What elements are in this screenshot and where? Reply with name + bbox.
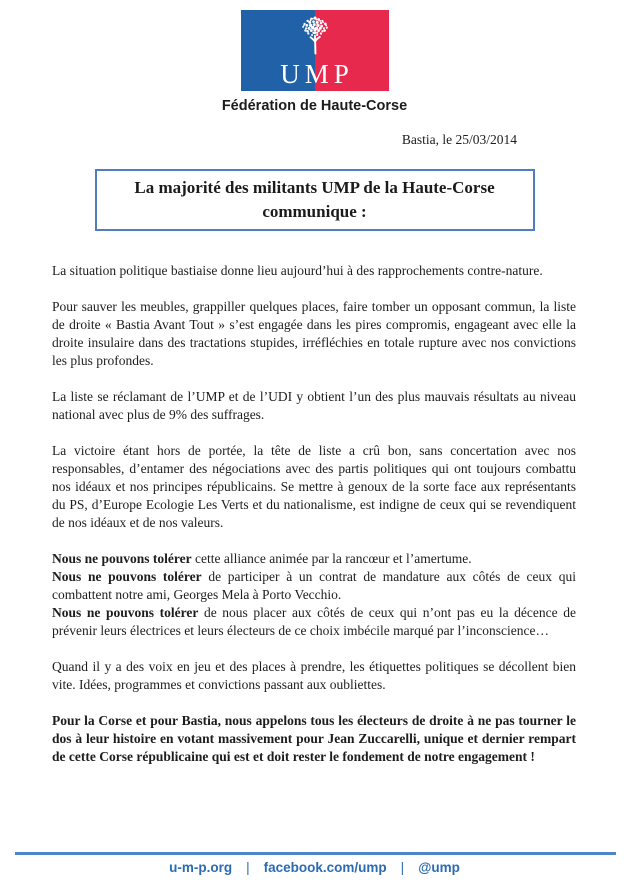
paragraph-etiquettes: Quand il y a des voix en jeu et des places à prendre, les étiquettes politiques se décollent bien vite. Idées, programmes et convictions passant aux oubliettes.: [52, 659, 576, 692]
title-line-2: communique :: [262, 202, 367, 221]
tolerer-lead: Nous ne pouvons tolérer: [52, 605, 199, 620]
tolerer-item: [52, 568, 576, 604]
tolerer-item: [52, 604, 576, 640]
footer-link-website[interactable]: u-m-p.org: [169, 860, 233, 875]
tree-icon: [298, 15, 331, 55]
federation-label: Fédération de Haute-Corse: [221, 98, 408, 114]
footer-separator: |: [400, 860, 405, 875]
ump-logo-text: UMP: [280, 59, 354, 89]
footer-rule: [15, 852, 616, 855]
press-release-body: [52, 262, 576, 766]
footer-separator: |: [246, 860, 250, 875]
title-box: [95, 169, 535, 231]
paragraph-situation: La situation politique bastiaise donne lieu aujourd’hui à des rapprochements contre-nature.: [52, 263, 543, 278]
title-line-1: La majorité des militants UMP de la Haute-Corse: [134, 178, 495, 197]
tolerer-rest: de participer à un contrat de mandature aux côtés de ceux qui combattent notre ami, Georges Mela à Porto Vecchio.: [52, 569, 576, 602]
date-line: Bastia, le 25/03/2014: [401, 132, 517, 147]
paragraph-sauver-les-meubles: Pour sauver les meubles, grappiller quelques places, faire tomber un opposant commun, la liste de droite « Bastia Avant Tout » s’est engagée dans les pires compromis, engageant avec elle la droite insulaire dans des tractations stupides, irréfléchies en totale rupture avec nos convictions les plus profondes.: [52, 299, 576, 368]
tolerer-block: [52, 550, 576, 640]
footer-link-twitter[interactable]: @ump: [418, 860, 460, 875]
tolerer-lead: Nous ne pouvons tolérer: [52, 569, 202, 584]
page-footer: [0, 852, 629, 890]
tolerer-lead: Nous ne pouvons tolérer: [52, 551, 192, 566]
tolerer-rest: de nous placer aux côtés de ceux qui n’ont pas eu la décence de prévenir leurs électrices et leurs électeurs de ce choix imbécile marqué par l’inconscience…: [52, 605, 576, 638]
paragraph-appel-final: Pour la Corse et pour Bastia, nous appelons tous les électeurs de droite à ne pas tourner le dos à leur histoire en votant massivement pour Jean Zuccarelli, unique et dernier rempart de cette Corse républicaine qui est et doit rester le fondement de notre engagement !: [52, 713, 576, 764]
tolerer-rest: cette alliance animée par la rancœur et l’amertume.: [191, 551, 472, 566]
footer-link-facebook[interactable]: facebook.com/ump: [263, 860, 387, 875]
footer-links: [0, 860, 629, 875]
paragraph-victoire: La victoire étant hors de portée, la tête de liste a crû bon, sans concertation avec nos responsables, d’entamer des négociations avec des partis politiques qui ont toujours combattu nos idéaux et nos principes républicains. Se mettre à genoux de la sorte face aux représentants du PS, d’Europe Ecologie Les Verts et du nationalisme, est indigne de ceux qui se revendiquent de nos idéaux et de nos valeurs.: [52, 443, 576, 530]
paragraph-resultats: La liste se réclamant de l’UMP et de l’UDI y obtient l’un des plus mauvais résultats au niveau national avec plus de 9% des suffrages.: [52, 389, 576, 422]
tolerer-item: [52, 550, 576, 568]
ump-logo: [241, 10, 389, 91]
